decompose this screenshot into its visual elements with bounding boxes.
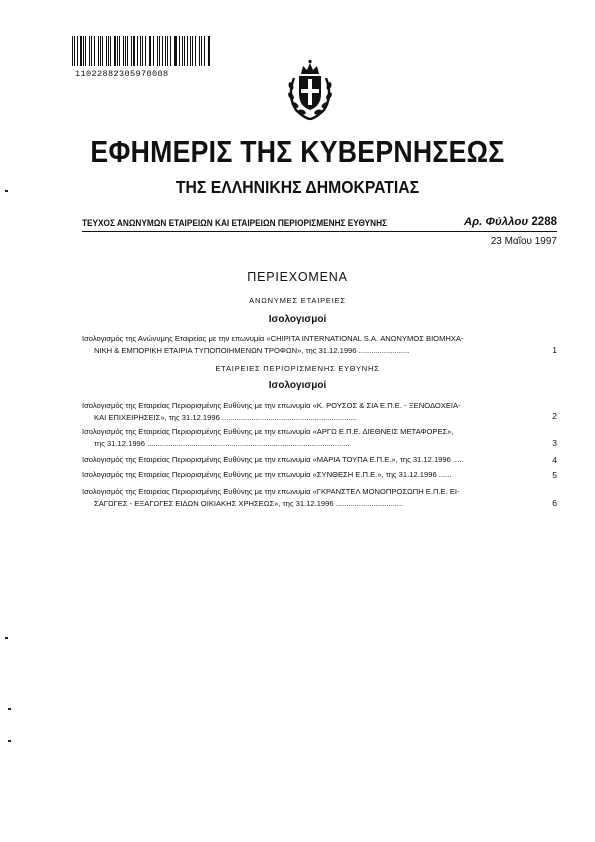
barcode-bar (162, 36, 163, 66)
barcode-bar (133, 36, 135, 66)
section-heading: Ισολογισμοί (268, 314, 327, 325)
barcode-bar (98, 36, 99, 66)
barcode-bar (102, 36, 103, 66)
barcode-bar (199, 36, 201, 66)
barcode-bar (127, 36, 128, 66)
barcode-bar (119, 36, 120, 66)
barcode-bar (123, 36, 124, 66)
barcode-bar (190, 36, 191, 66)
barcode-bar (89, 36, 90, 66)
barcode-bar (208, 36, 209, 66)
issue-number-value: 2288 (531, 216, 557, 228)
page-number: 4 (552, 455, 557, 465)
barcode-bar (174, 36, 175, 66)
barcode-bar (85, 36, 86, 66)
section-title: ΕΤΑΙΡΕΙΕΣ ΠΕΡΙΟΡΙΣΜΕΝΗΣ ΕΥΘΥΝΗΣ (215, 364, 380, 373)
entry-line: Ισολογισμός της Εταιρείας Περιορισμένης Ευθύνης με την επωνυμία «ΑΡΓΩ Ε.Π.Ε. ΔΙΕΘΝΕΙΣ ΜΕΤΑΦΟΡΕΣ», (82, 427, 454, 436)
barcode-bar (179, 36, 180, 66)
barcode-bar (201, 36, 202, 66)
barcode-number: 11022882305970008 (75, 69, 169, 79)
barcode-bar (182, 36, 183, 66)
barcode-bar (142, 36, 143, 66)
barcode-bar (204, 36, 205, 66)
issue-type: ΤΕΥΧΟΣ ΑΝΩΝΥΜΩΝ ΕΤΑΙΡΕΙΩΝ ΚΑΙ ΕΤΑΙΡΕΙΩΝ ΠΕΡΙΟΡΙΣΜΕΝΗΣ ΕΥΘΥΝΗΣ (82, 218, 388, 229)
barcode-bar (91, 36, 92, 66)
barcode-bar (83, 36, 84, 66)
barcode-bar (100, 36, 101, 66)
barcode-bar (77, 36, 78, 66)
barcode-bar (108, 36, 109, 66)
barcode (72, 36, 212, 66)
entry-line: ΣΑΓΩΓΕΣ - ΕΞΑΓΩΓΕΣ ΕΙΔΩΝ ΟΙΚΙΑΚΗΣ ΧΡΗΣΕΩΣ», της 31.12.1996 ................................ (94, 499, 404, 508)
barcode-bar (184, 36, 185, 66)
entry-line: ΝΙΚΗ & ΕΜΠΟΡΙΚΗ ΕΤΑΙΡΙΑ ΤΥΠΟΠΟΙΗΜΕΝΩΝ ΤΡΟΦΩΝ», της 31.12.1996 ........................ (94, 346, 410, 355)
contents-entry[interactable] (82, 426, 542, 450)
header-rule (82, 231, 557, 232)
barcode-bar (131, 36, 132, 66)
barcode-bar (170, 36, 171, 66)
scan-speck (5, 190, 8, 192)
barcode-bar (192, 36, 193, 66)
entry-line: Ισολογισμός της Ανώνυμης Εταιρείας με την επωνυμία «CHIPITA INTERNATIONAL S.A. ΑΝΩΝΥΜΟΣ ΒΙΟΜΗΧΑ- (82, 334, 464, 343)
section-heading: Ισολογισμοί (268, 380, 327, 391)
barcode-bar (149, 36, 150, 66)
newspaper-title: ΕΦΗΜΕΡΙΣ ΤΗΣ ΚΥΒΕΡΝΗΣΕΩΣ (90, 134, 505, 169)
entry-line: ΚΑΙ ΕΠΙΧΕΙΡΗΣΕΙΣ», της 31.12.1996 ................................................................ (94, 413, 357, 422)
contents-entry[interactable] (82, 333, 542, 357)
page-number: 6 (552, 498, 557, 508)
barcode-bar (167, 36, 168, 66)
entry-line: Ισολογισμός της Εταιρείας Περιορισμένης Ευθύνης με την επωνυμία «ΓΚΡΑΝΣΤΕΛ ΜΟΝΟΠΡΟΣΩΠΗ Ε.Π.Ε. ΕΙ- (82, 487, 460, 496)
page-number: 5 (552, 470, 557, 480)
contents-entry[interactable] (82, 469, 542, 481)
barcode-bar (137, 36, 138, 66)
issue-number (464, 216, 557, 228)
contents-entry[interactable] (82, 486, 542, 510)
barcode-bar (106, 36, 107, 66)
scan-speck (8, 740, 11, 742)
barcode-bar (150, 36, 151, 66)
barcode-bar (165, 36, 166, 66)
barcode-bar (153, 36, 155, 66)
barcode-bar (80, 36, 82, 66)
contents-entry[interactable] (82, 454, 542, 466)
barcode-bar (72, 36, 73, 66)
contents-title: ΠΕΡΙΕΧΟΜΕΝΑ (247, 270, 348, 284)
entry-line: της 31.12.1996 ................................................................................................ (94, 439, 350, 448)
barcode-bar (159, 36, 160, 66)
page-number: 3 (552, 438, 557, 448)
barcode-bar (140, 36, 141, 66)
entry-line: Ισολογισμός της Εταιρείας Περιορισμένης Ευθύνης με την επωνυμία «Κ. ΡΟΥΣΟΣ & ΣΙΑ Ε.Π.Ε. - ΞΕΝΟΔΟΧΕΙΑ- (82, 401, 461, 410)
barcode-bar (74, 36, 75, 66)
barcode-bar (94, 36, 96, 66)
barcode-bar (157, 36, 158, 66)
scan-speck (8, 708, 11, 710)
page-number: 2 (552, 411, 557, 421)
barcode-bar (195, 36, 196, 66)
entry-line: Ισολογισμός της Εταιρείας Περιορισμένης Ευθύνης με την επωνυμία «ΣΥΝΘΕΣΗ Ε.Π.Ε.», της 31.12.1996 ...... (82, 470, 452, 479)
barcode-bar (114, 36, 116, 66)
barcode-bar (175, 36, 177, 66)
section-title: ΑΝΩΝΥΜΕΣ ΕΤΑΙΡΕΙΕΣ (249, 296, 346, 305)
greek-coat-of-arms-icon (284, 58, 336, 122)
barcode-bar (209, 36, 210, 66)
entry-line: Ισολογισμός της Εταιρείας Περιορισμένης Ευθύνης με την επωνυμία «ΜΑΡΙΑ ΤΟΥΠΑ Ε.Π.Ε.», της 31.12.1996 ..... (82, 455, 464, 464)
barcode-bar (117, 36, 118, 66)
barcode-bar (125, 36, 126, 66)
newspaper-subtitle: ΤΗΣ ΕΛΛΗΝΙΚΗΣ ΔΗΜΟΚΡΑΤΙΑΣ (175, 177, 420, 197)
barcode-bar (145, 36, 146, 66)
contents-entry[interactable] (82, 400, 542, 424)
barcode-bar (187, 36, 188, 66)
barcode-bar (110, 36, 111, 66)
issue-label: Αρ. Φύλλου (463, 216, 529, 228)
page-number: 1 (552, 345, 557, 355)
issue-date: 23 Μαΐου 1997 (490, 236, 557, 247)
scan-speck (5, 637, 8, 639)
